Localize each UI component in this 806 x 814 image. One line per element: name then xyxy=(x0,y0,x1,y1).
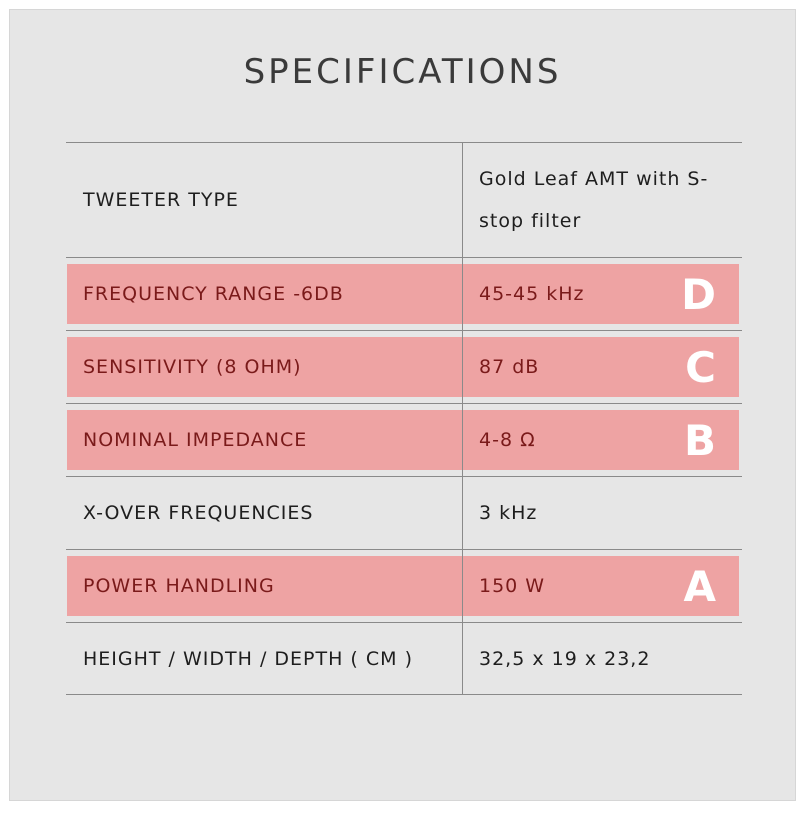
spec-label: POWER HANDLING xyxy=(83,575,275,597)
column-divider xyxy=(462,550,463,622)
spec-row-power-handling xyxy=(66,549,742,622)
spec-label: HEIGHT / WIDTH / DEPTH ( CM ) xyxy=(83,647,413,670)
spec-value: 87 dB xyxy=(479,356,540,378)
spec-value: 45-45 kHz xyxy=(479,283,585,305)
column-divider xyxy=(462,331,463,403)
spec-value: 4-8 Ω xyxy=(479,429,536,451)
column-divider xyxy=(462,258,463,330)
spec-row-frequency-range xyxy=(66,257,742,330)
spec-value: Gold Leaf AMT with S-stop filter xyxy=(479,168,709,232)
page-title: SPECIFICATIONS xyxy=(243,52,562,92)
spec-label: NOMINAL IMPEDANCE xyxy=(83,429,308,451)
spec-label: FREQUENCY RANGE -6DB xyxy=(83,283,344,305)
grade-badge: B xyxy=(683,415,716,465)
spec-row-dimensions xyxy=(66,622,742,695)
spec-row-nominal-impedance xyxy=(66,403,742,476)
column-divider xyxy=(462,143,463,257)
spec-row-x-over-frequencies xyxy=(66,476,742,549)
column-divider xyxy=(462,623,463,694)
spec-row-tweeter-type xyxy=(66,142,742,257)
spec-value: 150 W xyxy=(479,575,546,597)
column-divider xyxy=(462,404,463,476)
specifications-panel xyxy=(9,9,796,801)
spec-value: 32,5 x 19 x 23,2 xyxy=(479,647,651,670)
spec-label: SENSITIVITY (8 OHM) xyxy=(83,356,302,378)
grade-badge: D xyxy=(681,269,716,319)
grade-badge: C xyxy=(685,342,716,392)
grade-badge: A xyxy=(683,561,716,611)
spec-value: 3 kHz xyxy=(479,502,538,524)
spec-row-sensitivity xyxy=(66,330,742,403)
spec-label: TWEETER TYPE xyxy=(83,189,239,211)
spec-label: X-OVER FREQUENCIES xyxy=(83,502,314,524)
column-divider xyxy=(462,477,463,549)
specifications-table xyxy=(66,142,742,695)
